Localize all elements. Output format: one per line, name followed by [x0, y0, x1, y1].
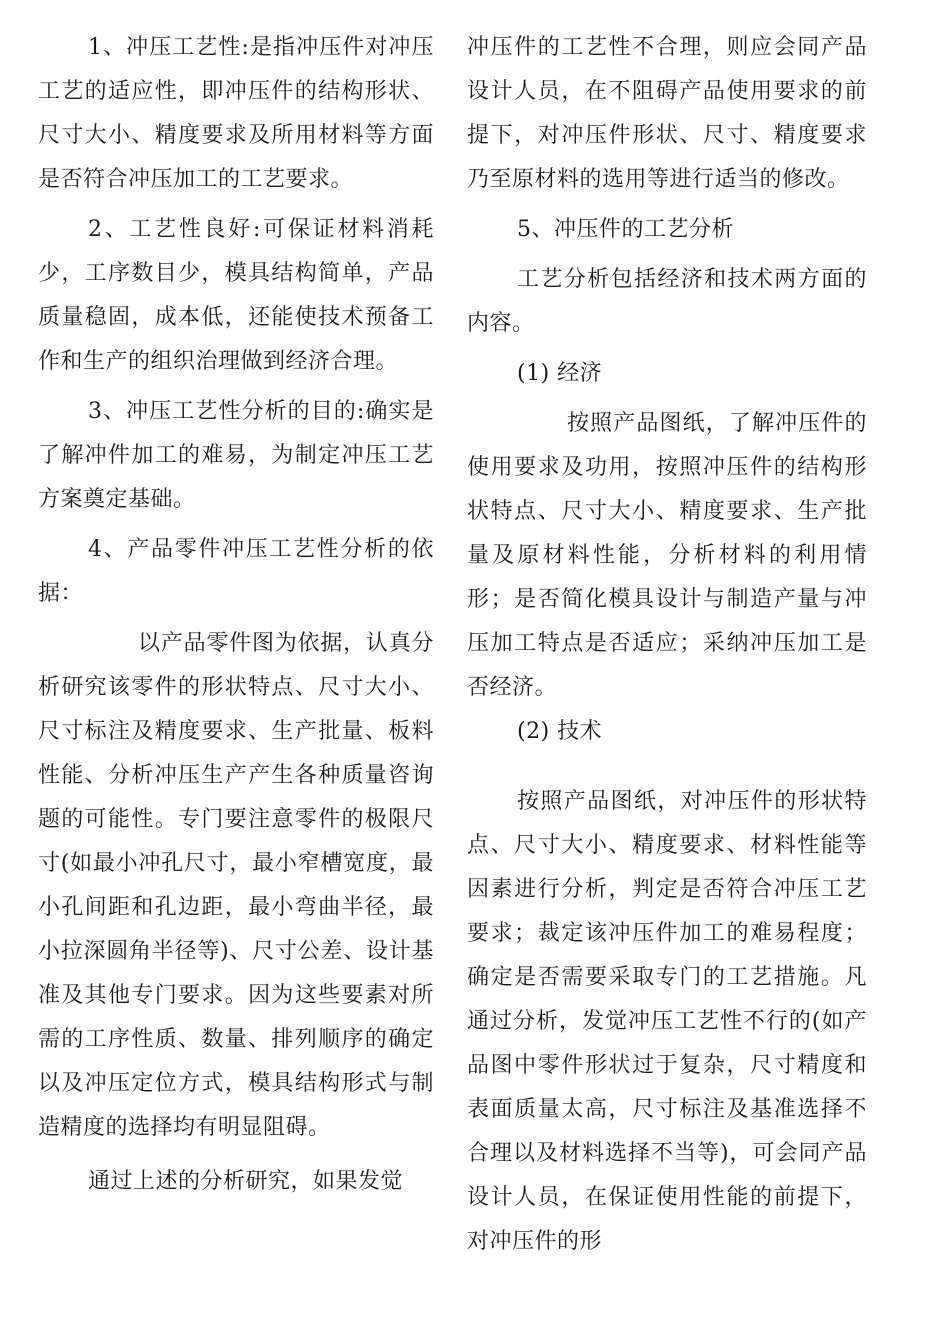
paragraph-analysis-basis: 4、产品零件冲压工艺性分析的依据： [38, 537, 434, 606]
paragraph-good-processability: 2、工艺性良好:可保证材料消耗少，工序数目少，模具结构简单，产品质量稳固，成本低，还能使技术预备工作和生产的组织治理做到经济合理。 [38, 217, 434, 374]
paragraph-analysis-purpose: 3、冲压工艺性分析的目的:确实是了解冲件加工的难易，为制定冲压工艺方案奠定基础。 [38, 399, 434, 512]
right-column [467, 26, 867, 1264]
heading-process-analysis: 5、冲压件的工艺分析 [517, 217, 734, 242]
paragraph-technology-analysis: 按照产品图纸，对冲压件的形状特点、尺寸大小、精度要求、材料性能等因素进行分析，判定是否符合冲压工艺要求；裁定该冲压件加工的难易程度；确定是否需要采取专门的工艺措施。凡通过分析，发觉冲压工艺性不行的(如产品图中零件形状过于复杂，尺寸精度和表面质量太高，尺寸标注及基准选择不合理以及材料选择不当等)，可会同产品设计人员，在保证使用性能的前提下，对冲压件的形 [467, 789, 867, 1254]
subheading-economy: (1) 经济 [517, 361, 603, 386]
paragraph-analysis-scope: 工艺分析包括经济和技术两方面的内容。 [467, 267, 867, 336]
paragraph-stamping-processability-definition: 1、冲压工艺性:是指冲压件对冲压工艺的适应性，即冲压件的结构形状、尺寸大小、精度要求及所用材料等方面是否符合冲压加工的工艺要求。 [38, 35, 434, 192]
paragraph-analysis-result-start: 通过上述的分析研究，如果发觉 [88, 1169, 404, 1194]
left-column [38, 26, 434, 1204]
paragraph-economy-analysis: 按照产品图纸，了解冲压件的使用要求及功用，按照冲压件的结构形状特点、尺寸大小、精度要求、生产批量及原材料性能，分析材料的利用情形；是否简化模具设计与制造产量与冲压加工特点是否适应；采纳冲压加工是否经济。 [467, 411, 867, 700]
paragraph-part-drawing-analysis: 以产品零件图为依据，认真分析研究该零件的形状特点、尺寸大小、尺寸标注及精度要求、生产批量、板料性能、分析冲压生产产生各种质量咨询题的可能性。专门要注意零件的极限尺寸(如最小冲孔尺寸，最小窄槽宽度，最小孔间距和孔边距，最小弯曲半径，最小拉深圆角半径等)、尺寸公差、设计基准及其他专门要求。因为这些要素对所需的工序性质、数量、排列顺序的确定以及冲压定位方式，模具结构形式与制造精度的选择均有明显阻碍。 [38, 631, 434, 1140]
paragraph-analysis-result-continued: 冲压件的工艺性不合理，则应会同产品设计人员，在不阻碍产品使用要求的前提下，对冲压件形状、尺寸、精度要求乃至原材料的选用等进行适当的修改。 [467, 35, 867, 192]
subheading-technology: (2) 技术 [517, 719, 603, 744]
